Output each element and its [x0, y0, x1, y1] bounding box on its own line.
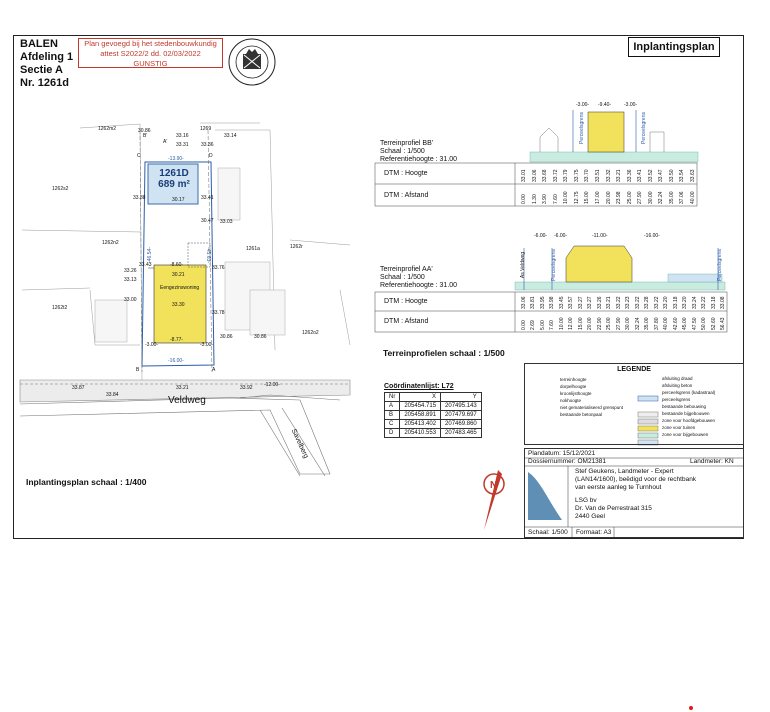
height-label: 33.76	[212, 265, 225, 271]
dimension-label: -12.00-	[264, 382, 280, 388]
legend-item: perceelsgrens	[662, 397, 691, 402]
coord-cell: 207483.465	[441, 429, 482, 438]
height-label: 30.47	[201, 218, 214, 224]
height-label: 33.38	[133, 195, 146, 201]
coord-header: Nr	[385, 393, 400, 402]
profile-distance-value: 3.90	[542, 194, 549, 204]
aa-height-row-label: DTM : Hoogte	[384, 298, 428, 305]
profile-distance-value: 37.06	[679, 191, 686, 204]
height-label: 33.87	[72, 385, 85, 391]
profile-title-line: Terreinprofiel AA'	[380, 266, 433, 273]
north-arrow-icon	[484, 470, 504, 530]
profile-height-value: 33.41	[637, 169, 644, 182]
coord-cell: 205454.715	[400, 402, 441, 411]
parcel-label	[152, 168, 196, 190]
legend-right-column	[662, 375, 715, 438]
stamp-line: attest S2022/2 dd. 02/03/2022	[100, 49, 201, 58]
surveyor-firm	[575, 468, 696, 492]
height-label: 33.43	[139, 262, 152, 268]
profile-distance-value: 37.80	[653, 317, 660, 330]
profile-distance-value: 7.60	[552, 194, 559, 204]
profile-distance-value: 23.98	[616, 191, 623, 204]
height-label: 33.16	[176, 133, 189, 139]
profile-distance-value: 35.00	[668, 191, 675, 204]
info-scale: Schaal: 1/500	[528, 529, 568, 536]
profile-height-value: 33.26	[596, 296, 603, 309]
legend-item: terreinhoogte	[560, 377, 587, 382]
dossier-number: Dossiernummer: OM21381	[528, 458, 607, 465]
height-label: 33.78	[212, 310, 225, 316]
profile-title-line: Referentiehoogte : 31.00	[380, 156, 458, 163]
coord-cell: D	[385, 429, 400, 438]
profile-height-value: 33.28	[644, 296, 651, 309]
company-address	[575, 497, 652, 521]
profile-height-value: 33.21	[616, 169, 623, 182]
table-row	[385, 429, 482, 438]
coord-table	[384, 392, 482, 438]
coord-cell: 205413.402	[400, 420, 441, 429]
building-label: Eengezinswoning	[160, 285, 200, 291]
profile-height-value: 33.98	[549, 296, 556, 309]
profile-height-value: 33.24	[691, 296, 698, 309]
profile-height-value: 33.23	[625, 296, 632, 309]
profile-distance-value: 45.00	[682, 317, 689, 330]
firm-line: Stef Geukens, Landmeter - Expert	[575, 468, 674, 475]
dimension-label: -8.60-	[170, 262, 184, 268]
profile-distance-value: 10.00	[563, 191, 570, 204]
profile-height-value: 33.27	[587, 296, 594, 309]
coord-cell: A	[385, 402, 400, 411]
profile-distance-value: 25.00	[606, 317, 613, 330]
dimension-label: -3.00-	[145, 342, 159, 348]
profile-distance-value: 50.00	[701, 317, 708, 330]
profile-height-value: 33.68	[542, 169, 549, 182]
profile-height-value: 33.06	[520, 296, 527, 309]
landmeter: Landmeter: KN	[690, 458, 734, 465]
corner-label: D	[209, 153, 213, 159]
profile-distance-value: 47.50	[691, 317, 698, 330]
neighbour-label: 1262o2	[302, 330, 319, 336]
profile-height-value: 33.22	[634, 296, 641, 309]
profile-distance-value: 15.00	[584, 191, 591, 204]
legend-item: kroonlijsthoogte	[560, 391, 592, 396]
height-label: 30.86	[254, 334, 267, 340]
height-label: 33.14	[224, 133, 237, 139]
stamp-line: GUNSTIG	[133, 59, 168, 68]
profile-height-value: 33.22	[701, 296, 708, 309]
bb-dim: -3.00-	[576, 102, 590, 108]
parcel-id: 1261D	[159, 168, 189, 179]
profile-height-value: 33.47	[658, 169, 665, 182]
profile-distance-value: 25.00	[626, 191, 633, 204]
legend-item: afsluiting beton	[662, 383, 693, 388]
height-label: 33.31	[176, 142, 189, 148]
neighbour-label: 1262n2	[102, 240, 119, 246]
height-label: 33.03	[220, 219, 233, 225]
profile-height-value: 33.81	[530, 296, 537, 309]
profile-distance-value: 27.90	[615, 317, 622, 330]
profile-title-line: Schaal : 1/500	[380, 148, 425, 155]
profile-height-value: 33.72	[552, 169, 559, 182]
profile-height-value: 33.50	[668, 169, 675, 182]
dimension-label: -3.00-	[200, 342, 214, 348]
profile-distance-value: 56.43	[720, 317, 727, 330]
bb-dim: -3.00-	[624, 102, 638, 108]
profile-height-value: 33.79	[563, 169, 570, 182]
profile-height-value: 33.20	[663, 296, 670, 309]
profile-distance-value: 1.30	[531, 194, 538, 204]
height-label: 30.21	[172, 272, 185, 278]
corner-label: B	[136, 367, 140, 373]
coord-title: Coördinatenlijst: L72	[384, 383, 454, 390]
firm-line: van eerste aanleg te Turnhout	[575, 484, 662, 491]
legend-title: LEGENDE	[617, 366, 651, 373]
coord-cell: 207495.143	[441, 402, 482, 411]
aa-dim: -11.00-	[592, 233, 608, 239]
profile-title-line: Schaal : 1/500	[380, 274, 425, 281]
aa-marker: Perceelsgrens	[716, 249, 723, 281]
profile-height-value: 33.18	[710, 296, 717, 309]
neighbour-label: 1262r	[290, 244, 303, 250]
legend-item: bestaande betonpaal	[560, 412, 603, 417]
neighbour-label: 1262t2	[52, 305, 68, 311]
corner-label: B'	[143, 133, 148, 139]
aa-dim: -6.00-	[554, 233, 568, 239]
profile-distance-value: 35.00	[644, 317, 651, 330]
bb-dim: -9.40-	[598, 102, 612, 108]
red-dot-marker	[689, 706, 693, 710]
profile-height-value: 33.70	[584, 169, 591, 182]
profile-height-value: 33.32	[605, 169, 612, 182]
profile-distance-value: 17.00	[594, 191, 601, 204]
legend-item: zone voor tuinen	[662, 425, 696, 430]
plan-scale: Inplantingsplan schaal : 1/400	[26, 477, 147, 487]
profile-height-value: 33.22	[615, 296, 622, 309]
dimension-label: -8.77-	[170, 337, 184, 343]
profile-height-value: 33.20	[682, 296, 689, 309]
aa-distance-row-label: DTM : Afstand	[384, 318, 429, 325]
profile-distance-value: 40.00	[663, 317, 670, 330]
profile-distance-value: 0.00	[520, 320, 527, 330]
aa-marker: As Veldweg	[520, 251, 527, 279]
coord-header: Y	[441, 393, 482, 402]
legend-item: niet gematerialiseerd grenspunt	[560, 405, 624, 410]
bb-marker: Perceelsgrens	[578, 112, 585, 144]
bb-distance-row-label: DTM : Afstand	[384, 192, 429, 199]
aa-dim: -16.00-	[644, 233, 660, 239]
legend-item: dorpelhoogte	[560, 384, 587, 389]
neighbour-label: 1269	[200, 126, 212, 132]
height-label: 33.21	[176, 385, 189, 391]
company-line: Dr. Van de Perrestraat 315	[575, 505, 652, 512]
profile-distance-value: 20.00	[605, 191, 612, 204]
corner-label: C	[137, 153, 141, 159]
profile-height-value: 33.21	[606, 296, 613, 309]
profile-distance-value: 7.60	[549, 320, 556, 330]
firm-line: (LAN14/1600), beëdigd voor de rechtbank	[575, 476, 697, 483]
legend-item: zone voor bijgebouwen	[662, 432, 709, 437]
neighbour-label: 1262m2	[98, 126, 117, 132]
profile-aa-title	[380, 266, 457, 290]
profile-distance-value: 42.60	[672, 317, 679, 330]
cadastral-line: Nr. 1261d	[20, 77, 69, 89]
company-line: 2440 Geel	[575, 513, 605, 520]
table-row	[385, 411, 482, 420]
profile-height-value: 33.01	[521, 169, 528, 182]
corner-label: A'	[163, 139, 168, 145]
info-format: Formaat: A3	[576, 529, 612, 536]
dimension-label: -45.63-	[204, 247, 211, 263]
profile-distance-value: 0.00	[521, 194, 528, 204]
profile-distance-value: 52.60	[710, 317, 717, 330]
height-label: 33.92	[240, 385, 253, 391]
table-row	[385, 420, 482, 429]
profile-height-value: 33.63	[689, 169, 696, 182]
profile-distance-value: 40.00	[689, 191, 696, 204]
coord-cell: B	[385, 411, 400, 420]
profile-height-value: 33.57	[568, 296, 575, 309]
aa-marker: Perceelsgrens	[550, 249, 557, 281]
profile-distance-value: 30.00	[625, 317, 632, 330]
sheet-title: Inplantingsplan	[628, 37, 720, 57]
profile-height-value: 33.45	[558, 296, 565, 309]
profile-bb-title	[380, 140, 457, 164]
profile-distance-value: 10.00	[558, 317, 565, 330]
svg-text:N: N	[490, 480, 498, 491]
height-label: 33.00	[124, 297, 137, 303]
legend-item: afsluiting draad	[662, 376, 693, 381]
profile-distance-value: 27.90	[637, 191, 644, 204]
coord-cell: 205410.553	[400, 429, 441, 438]
profile-distance-value: 5.00	[539, 320, 546, 330]
profile-height-value: 33.52	[647, 169, 654, 182]
cadastral-line: BALEN	[20, 38, 58, 50]
profile-distance-value: 32.24	[634, 317, 641, 330]
aa-dim: -6.00-	[534, 233, 548, 239]
profile-distance-value: 32.24	[658, 191, 665, 204]
profiles-scale: Terreinprofielen schaal : 1/500	[383, 348, 505, 358]
coord-cell: 207479.697	[441, 411, 482, 420]
profile-height-value: 33.27	[577, 296, 584, 309]
height-label: 33.13	[124, 277, 137, 283]
cadastral-line: Sectie A	[20, 64, 64, 76]
profile-height-value: 33.75	[573, 169, 580, 182]
dimension-label: -16.00-	[168, 358, 184, 364]
profile-distance-value: 2.69	[530, 320, 537, 330]
profile-distance-value: 22.90	[596, 317, 603, 330]
profile-height-value: 33.54	[679, 169, 686, 182]
coord-cell: 207469.860	[441, 420, 482, 429]
bb-height-row-label: DTM : Hoogte	[384, 170, 428, 177]
legend-item: nokhoogte	[560, 398, 582, 403]
legend-left-column	[560, 376, 623, 418]
profile-height-value: 33.06	[531, 169, 538, 182]
plandatum: Plandatum: 15/12/2021	[528, 450, 596, 457]
profile-height-value: 33.51	[594, 169, 601, 182]
profile-height-value: 33.95	[539, 296, 546, 309]
coord-cell: C	[385, 420, 400, 429]
neighbour-label: 1261a	[246, 246, 260, 252]
height-label: 33.36	[201, 142, 214, 148]
neighbour-label: 1262s2	[52, 186, 69, 192]
bb-marker: Perceelsgrens	[640, 112, 647, 144]
legend-item: zone voor hoofdgebouwen	[662, 418, 716, 423]
profile-title-line: Referentiehoogte : 31.00	[380, 282, 458, 289]
cadastral-line: Afdeling 1	[20, 51, 74, 63]
height-label: 33.26	[124, 268, 137, 274]
table-row	[385, 402, 482, 411]
profile-distance-value: 20.00	[587, 317, 594, 330]
legend-item: perceelsgrens (kadastraal)	[662, 390, 716, 395]
profile-title-line: Terreinprofiel BB'	[380, 140, 434, 147]
legend-item: bestaande bebouwing	[662, 404, 707, 409]
company-line: LSG bv	[575, 497, 597, 504]
coord-header: X	[400, 393, 441, 402]
legend-item: bestaande bijgebouwen	[662, 411, 710, 416]
profile-distance-value: 12.00	[568, 317, 575, 330]
side-street-label: Savelberg	[289, 428, 310, 460]
coord-cell: 205458.891	[400, 411, 441, 420]
stamp-line: Plan gevoegd bij het stedenbouwkundig	[84, 39, 217, 48]
height-label: 30.86	[220, 334, 233, 340]
profile-distance-value: 30.00	[647, 191, 654, 204]
height-label: 33.84	[106, 392, 119, 398]
profile-height-value: 33.18	[672, 296, 679, 309]
height-label: 33.30	[172, 302, 185, 308]
profile-height-value: 33.08	[720, 296, 727, 309]
dimension-label: -13.90-	[168, 156, 184, 162]
dimension-label: -46.54-	[146, 247, 153, 263]
height-label: 30.17	[172, 197, 185, 203]
height-label: 33.41	[201, 195, 214, 201]
street-label: Veldweg	[168, 395, 206, 406]
profile-distance-value: 12.75	[573, 191, 580, 204]
profile-distance-value: 15.00	[577, 317, 584, 330]
profile-height-value: 33.36	[626, 169, 633, 182]
height-label: 30.86	[138, 128, 151, 134]
profile-height-value: 33.22	[653, 296, 660, 309]
coord-header-row	[385, 393, 482, 402]
parcel-area: 689 m²	[158, 179, 190, 190]
corner-label: A	[212, 367, 216, 373]
